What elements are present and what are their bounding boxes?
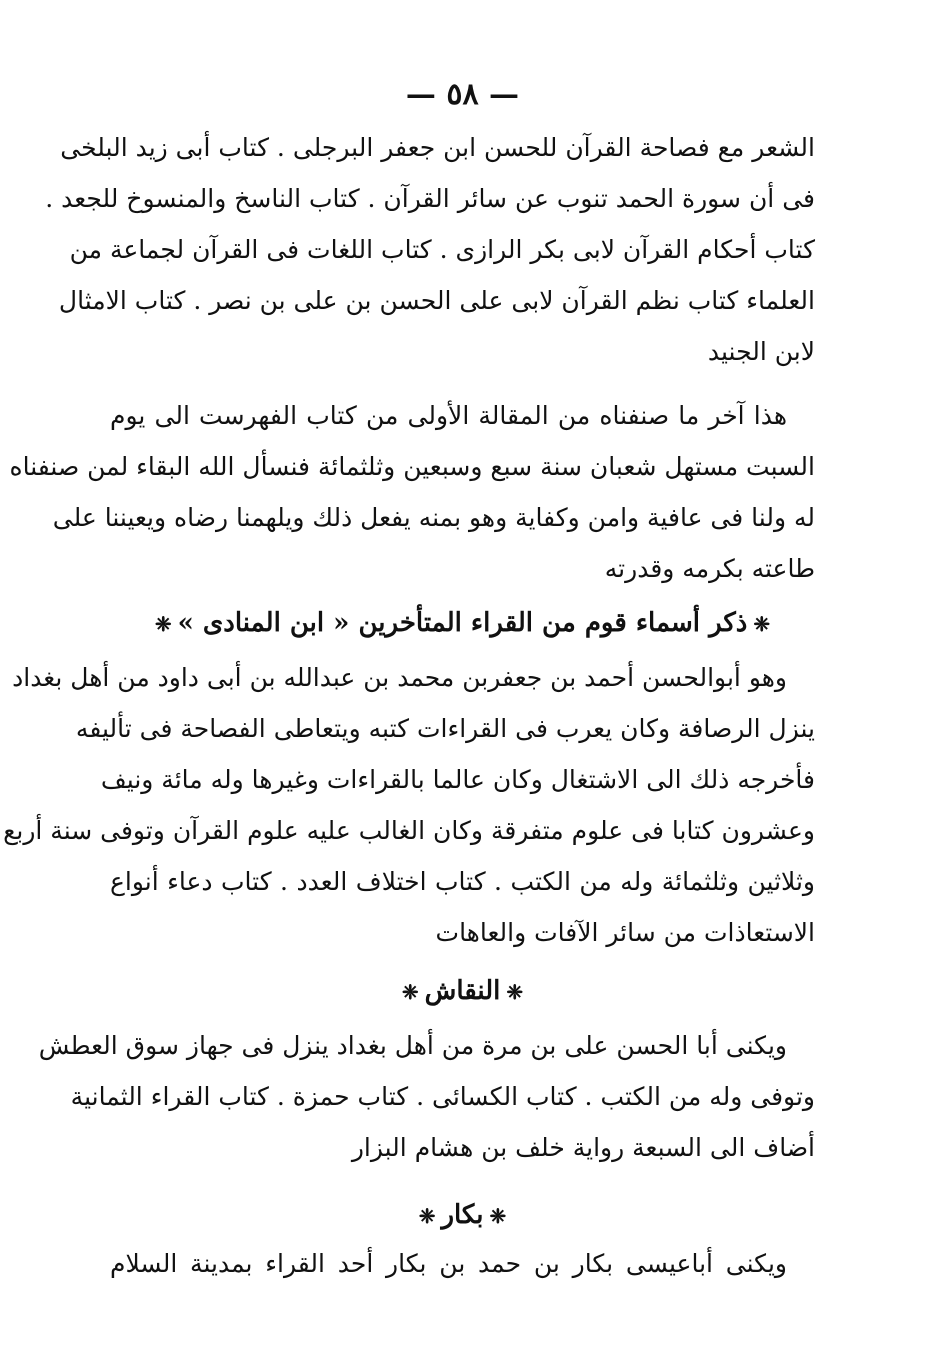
text-line: لابن الجنيد [707,337,815,366]
text-line: فأخرجه ذلك الى الاشتغال وكان عالما بالقراءات وغيرها وله مائة ونيف [100,765,815,794]
text-line: فى أن سورة الحمد تنوب عن سائر القرآن . كتاب الناسخ والمنسوخ للجعد . [45,184,815,213]
text-line: هذا آخر ما صنفناه من المقالة الأولى من كتاب الفهرست الى يوم [110,401,787,430]
section-heading-bakkar [110,1190,815,1240]
ornament-icon: ❈ [418,1204,436,1228]
text-line: ويكنى أبا الحسن على بن مرة من أهل بغداد ينزل فى جهاز سوق العطش [38,1031,787,1060]
text-line: كتاب أحكام القرآن لابى بكر الرازى . كتاب اللغات فى القرآن لجماعة من [69,235,815,264]
paragraph-1 [45,122,815,377]
heading-text: النقاش [424,976,501,1006]
paragraph-2 [9,390,815,594]
heading-text: ذكر أسماء قوم من القراء المتأخرين « ابن المنادى » [177,608,748,638]
paragraph-5 [110,1238,815,1289]
text-line: العلماء كتاب نظم القرآن لابى على الحسن بن على بن نصر . كتاب الامثال [58,286,815,315]
text-line: وهو أبوالحسن أحمد بن جعفربن محمد بن عبدالله بن أبى داود من أهل بغداد [12,663,787,692]
section-heading-ibn-al-munadi [110,598,815,648]
section-heading-al-naqqash [110,966,815,1016]
text-line: السبت مستهل شعبان سنة سبع وسبعين وثلثمائة فنسأل الله البقاء لمن صنفناه [9,452,815,481]
text-line: الشعر مع فصاحة القرآن للحسن ابن جعفر البرجلى . كتاب أبى زيد البلخى [60,133,815,162]
paragraph-4 [38,1020,815,1173]
ornament-icon: ❈ [506,980,524,1004]
page-number: — ٥٨ — [405,77,520,112]
book-page [3,70,815,1350]
ornament-icon: ❈ [154,612,172,636]
text-line: وثلاثين وثلثمائة وله من الكتب . كتاب اختلاف العدد . كتاب دعاء أنواع [110,867,815,896]
text-line: ينزل الرصافة وكان يعرب فى القراءات كتبه ويتعاطى الفصاحة فى تأليفه [75,714,815,743]
heading-text: بكار [441,1200,484,1230]
paragraph-3 [3,652,815,958]
text-line: وتوفى وله من الكتب . كتاب الكسائى . كتاب حمزة . كتاب القراء الثمانية [70,1082,815,1111]
ornament-icon: ❈ [753,612,771,636]
text-line: ويكنى أباعيسى بكار بن حمد بن بكار أحد القراء بمدينة السلام [110,1249,787,1278]
text-line: طاعته بكرمه وقدرته [604,554,815,583]
text-line: الاستعاذات من سائر الآفات والعاهات [435,918,815,947]
text-line: له ولنا فى عافية وامن وكفاية وهو بمنه يفعل ذلك ويلهمنا رضاه ويعيننا على [52,503,815,532]
ornament-icon: ❈ [489,1204,507,1228]
text-line: أضاف الى السبعة رواية خلف بن هشام البزار [351,1133,815,1162]
text-line: وعشرون كتابا فى علوم متفرقة وكان الغالب عليه علوم القرآن وتوفى سنة أربع [3,816,815,845]
ornament-icon: ❈ [401,980,419,1004]
